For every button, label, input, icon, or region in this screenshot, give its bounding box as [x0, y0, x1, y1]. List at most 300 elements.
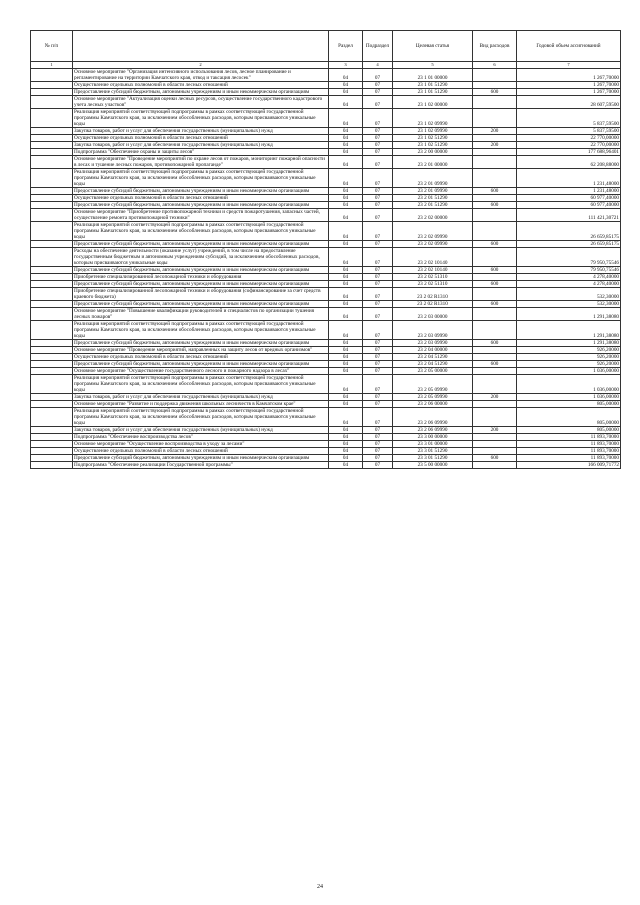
row-section: 04	[329, 441, 363, 448]
row-article: 23 2 02 51310	[393, 274, 473, 281]
row-volume: 177 688,96401	[517, 149, 621, 156]
row-subsection: 07	[363, 462, 393, 469]
row-exp-type	[473, 401, 517, 408]
row-section: 04	[329, 82, 363, 89]
row-name: Основное мероприятие "Приобретение противопожарной техники и средств пожаротушения, запасных частей, осуществление ремонта противопожарной техники"	[73, 209, 329, 222]
row-subsection: 07	[363, 248, 393, 267]
row-number	[31, 241, 73, 248]
table-row	[31, 188, 621, 195]
column-number: 1	[31, 62, 73, 69]
row-number	[31, 301, 73, 308]
header-num: № п/п	[31, 31, 73, 62]
row-number	[31, 455, 73, 462]
table-row	[31, 96, 621, 109]
row-exp-type: 600	[473, 455, 517, 462]
row-section: 04	[329, 89, 363, 96]
row-volume: 4 278,40000	[517, 281, 621, 288]
row-number	[31, 202, 73, 209]
row-article: 23 1 02 51290	[393, 142, 473, 149]
row-exp-type	[473, 69, 517, 82]
table-row	[31, 248, 621, 267]
table-row	[31, 408, 621, 427]
row-article: 23 2 05 00000	[393, 368, 473, 375]
table-row	[31, 281, 621, 288]
row-number	[31, 248, 73, 267]
row-name: Основное мероприятие "Повышение квалификации руководителей и специалистов по организации тушения лесных пожаров"	[73, 308, 329, 321]
row-section: 04	[329, 288, 363, 301]
row-section: 04	[329, 434, 363, 441]
row-number	[31, 274, 73, 281]
row-exp-type	[473, 448, 517, 455]
row-number	[31, 96, 73, 109]
row-volume: 22 770,00000	[517, 135, 621, 142]
row-volume: 5 837,59500	[517, 109, 621, 128]
row-subsection: 07	[363, 274, 393, 281]
row-exp-type	[473, 109, 517, 128]
row-section: 04	[329, 427, 363, 434]
row-article: 23 2 03 09990	[393, 321, 473, 340]
row-section: 04	[329, 448, 363, 455]
row-number	[31, 427, 73, 434]
row-exp-type	[473, 347, 517, 354]
row-volume: 805,00000	[517, 408, 621, 427]
row-number	[31, 401, 73, 408]
row-article: 23 2 05 09990	[393, 375, 473, 394]
table-row	[31, 394, 621, 401]
row-name: Предоставление субсидий бюджетным, автономным учреждениям и иным некоммерческим организациям	[73, 455, 329, 462]
row-number	[31, 209, 73, 222]
row-volume: 79 950,75546	[517, 248, 621, 267]
row-section: 04	[329, 274, 363, 281]
row-number	[31, 69, 73, 82]
row-exp-type	[473, 248, 517, 267]
row-number	[31, 394, 73, 401]
row-article: 23 2 01 51290	[393, 202, 473, 209]
row-volume: 1 036,00000	[517, 368, 621, 375]
table-body	[31, 69, 621, 469]
row-exp-type	[473, 135, 517, 142]
table-row	[31, 301, 621, 308]
row-name: Предоставление субсидий бюджетным, автономным учреждениям и иным некоммерческим организациям	[73, 361, 329, 368]
row-section: 04	[329, 394, 363, 401]
row-article: 23 2 02 R1310	[393, 301, 473, 308]
table-row	[31, 340, 621, 347]
row-subsection: 07	[363, 375, 393, 394]
table-row	[31, 82, 621, 89]
row-article: 23 2 05 09990	[393, 394, 473, 401]
row-number	[31, 128, 73, 135]
table-row	[31, 69, 621, 82]
table-row	[31, 401, 621, 408]
row-section: 04	[329, 156, 363, 169]
row-exp-type: 200	[473, 142, 517, 149]
table-row	[31, 288, 621, 301]
row-exp-type	[473, 434, 517, 441]
row-section: 04	[329, 301, 363, 308]
row-number	[31, 441, 73, 448]
table-row	[31, 274, 621, 281]
row-exp-type: 600	[473, 361, 517, 368]
row-section: 04	[329, 209, 363, 222]
row-exp-type: 600	[473, 241, 517, 248]
row-article: 23 2 04 51290	[393, 354, 473, 361]
row-article: 23 2 03 00000	[393, 308, 473, 321]
row-volume: 1 231,48000	[517, 169, 621, 188]
row-number	[31, 434, 73, 441]
row-subsection: 07	[363, 82, 393, 89]
row-article: 23 2 02 00000	[393, 209, 473, 222]
row-article: 23 1 02 09990	[393, 109, 473, 128]
row-name: Осуществление отдельных полномочий в области лесных отношений	[73, 82, 329, 89]
table-row	[31, 222, 621, 241]
row-section: 04	[329, 169, 363, 188]
row-number	[31, 82, 73, 89]
row-name: Предоставление субсидий бюджетным, автономным учреждениям и иным некоммерческим организациям	[73, 188, 329, 195]
row-subsection: 07	[363, 401, 393, 408]
header-volume: Годовой объем ассигнований	[517, 31, 621, 62]
row-article: 23 3 01 00000	[393, 441, 473, 448]
row-number	[31, 354, 73, 361]
table-row	[31, 142, 621, 149]
row-subsection: 07	[363, 288, 393, 301]
row-name: Осуществление отдельных полномочий в области лесных отношений	[73, 135, 329, 142]
row-exp-type: 200	[473, 128, 517, 135]
row-subsection: 07	[363, 149, 393, 156]
row-subsection: 07	[363, 448, 393, 455]
row-subsection: 07	[363, 308, 393, 321]
row-name: Реализация мероприятий соответствующей подпрограммы в рамках соответствующей государственной программы Камчатского края, за исключением обособленных расходов, которым присваиваются уникальные коды	[73, 222, 329, 241]
row-section: 04	[329, 361, 363, 368]
row-subsection: 07	[363, 361, 393, 368]
table-row	[31, 462, 621, 469]
row-section: 04	[329, 267, 363, 274]
row-article: 23 1 01 00000	[393, 69, 473, 82]
row-exp-type	[473, 96, 517, 109]
row-section: 04	[329, 188, 363, 195]
row-volume: 11 893,70000	[517, 441, 621, 448]
row-volume: 11 893,70000	[517, 448, 621, 455]
row-volume: 926,20000	[517, 361, 621, 368]
row-volume: 111 421,30721	[517, 209, 621, 222]
row-exp-type	[473, 308, 517, 321]
row-volume: 22 770,00000	[517, 142, 621, 149]
row-subsection: 07	[363, 321, 393, 340]
row-article: 23 3 00 00000	[393, 434, 473, 441]
row-subsection: 07	[363, 142, 393, 149]
row-section: 04	[329, 375, 363, 394]
row-article: 23 2 04 00000	[393, 347, 473, 354]
row-exp-type	[473, 321, 517, 340]
row-name: Закупка товаров, работ и услуг для обеспечения государственных (муниципальных) нужд	[73, 128, 329, 135]
row-section: 04	[329, 202, 363, 209]
column-number: 5	[393, 62, 473, 69]
row-number	[31, 222, 73, 241]
row-article: 23 2 02 10140	[393, 267, 473, 274]
row-name: Подпрограмма "Обеспечение воспроизводства лесов"	[73, 434, 329, 441]
row-name: Осуществление отдельных полномочий в области лесных отношений	[73, 354, 329, 361]
row-number	[31, 188, 73, 195]
row-number	[31, 462, 73, 469]
row-name: Предоставление субсидий бюджетным, автономным учреждениям и иным некоммерческим организациям	[73, 267, 329, 274]
table-row	[31, 135, 621, 142]
row-exp-type	[473, 368, 517, 375]
row-section: 04	[329, 462, 363, 469]
row-section: 04	[329, 241, 363, 248]
row-name: Основное мероприятие "Актуализация оценки лесных ресурсов, осуществление государственного кадастрового учета лесных участков"	[73, 96, 329, 109]
row-exp-type	[473, 82, 517, 89]
row-name: Реализация мероприятий соответствующей подпрограммы в рамках соответствующей государственной программы Камчатского края, за исключением обособленных расходов, которым присваиваются уникальные коды	[73, 408, 329, 427]
row-article: 23 5 00 00000	[393, 462, 473, 469]
table-row	[31, 169, 621, 188]
row-number	[31, 281, 73, 288]
row-subsection: 07	[363, 109, 393, 128]
table-row	[31, 149, 621, 156]
header-article: Целевая статья	[393, 31, 473, 62]
row-name: Предоставление субсидий бюджетным, автономным учреждениям и иным некоммерческим организациям	[73, 89, 329, 96]
row-subsection: 07	[363, 128, 393, 135]
row-name: Предоставление субсидий бюджетным, автономным учреждениям и иным некоммерческим организациям	[73, 241, 329, 248]
row-subsection: 07	[363, 169, 393, 188]
row-volume: 79 950,75546	[517, 267, 621, 274]
row-subsection: 07	[363, 394, 393, 401]
table-row	[31, 308, 621, 321]
budget-table	[30, 30, 621, 469]
row-name: Предоставление субсидий бюджетным, автономным учреждениям и иным некоммерческим организациям	[73, 202, 329, 209]
header-exp-type: Вид расходов	[473, 31, 517, 62]
row-subsection: 07	[363, 202, 393, 209]
row-article: 23 1 01 51290	[393, 82, 473, 89]
row-subsection: 07	[363, 368, 393, 375]
row-exp-type	[473, 149, 517, 156]
row-exp-type: 600	[473, 281, 517, 288]
row-name: Реализация мероприятий соответствующей подпрограммы в рамках соответствующей государственной программы Камчатского края, за исключением обособленных расходов, которым присваиваются уникальные коды	[73, 375, 329, 394]
row-exp-type	[473, 354, 517, 361]
row-article: 23 3 01 51290	[393, 455, 473, 462]
row-subsection: 07	[363, 222, 393, 241]
row-exp-type: 600	[473, 188, 517, 195]
header-name	[73, 31, 329, 62]
row-number	[31, 195, 73, 202]
row-volume: 1 231,48000	[517, 188, 621, 195]
row-section: 04	[329, 96, 363, 109]
table-row	[31, 441, 621, 448]
row-subsection: 07	[363, 156, 393, 169]
row-volume: 28 607,59500	[517, 96, 621, 109]
row-subsection: 07	[363, 188, 393, 195]
row-exp-type: 600	[473, 267, 517, 274]
row-exp-type	[473, 441, 517, 448]
row-section: 04	[329, 109, 363, 128]
row-name: Основное мероприятие "Осуществление государственного лесного и пожарного надзора в лесах"	[73, 368, 329, 375]
row-volume: 926,20000	[517, 347, 621, 354]
row-name: Реализация мероприятий соответствующей подпрограммы в рамках соответствующей государственной программы Камчатского края, за исключением обособленных расходов, которым присваиваются уникальные коды	[73, 321, 329, 340]
row-name: Осуществление отдельных полномочий в области лесных отношений	[73, 195, 329, 202]
table-row	[31, 455, 621, 462]
row-name: Реализация мероприятий соответствующей подпрограммы в рамках соответствующей государственной программы Камчатского края, за исключением обособленных расходов, которым присваиваются уникальные коды	[73, 169, 329, 188]
row-exp-type: 200	[473, 427, 517, 434]
row-subsection: 07	[363, 347, 393, 354]
row-number	[31, 156, 73, 169]
row-section: 04	[329, 347, 363, 354]
row-number	[31, 109, 73, 128]
row-subsection: 07	[363, 89, 393, 96]
row-section: 04	[329, 354, 363, 361]
table-row	[31, 434, 621, 441]
row-section: 04	[329, 128, 363, 135]
row-section: 04	[329, 195, 363, 202]
table-row	[31, 241, 621, 248]
row-section: 04	[329, 455, 363, 462]
row-volume: 60 977,40000	[517, 195, 621, 202]
row-name: Подпрограмма "Обеспечение охраны и защиты лесов"	[73, 149, 329, 156]
row-name: Осуществление отдельных полномочий в области лесных отношений	[73, 448, 329, 455]
row-section: 04	[329, 368, 363, 375]
row-number	[31, 267, 73, 274]
row-name: Основное мероприятие "Проведение мероприятий, направленных на защиту лесов от вредных организмов"	[73, 347, 329, 354]
table-row	[31, 368, 621, 375]
row-section: 04	[329, 69, 363, 82]
row-volume: 805,00000	[517, 427, 621, 434]
row-volume: 60 977,40000	[517, 202, 621, 209]
row-exp-type	[473, 375, 517, 394]
row-article: 23 1 02 51290	[393, 135, 473, 142]
row-name: Закупка товаров, работ и услуг для обеспечения государственных (муниципальных) нужд	[73, 142, 329, 149]
row-number	[31, 135, 73, 142]
row-volume: 4 278,40000	[517, 274, 621, 281]
table-row	[31, 267, 621, 274]
row-subsection: 07	[363, 135, 393, 142]
row-article: 23 3 01 51290	[393, 448, 473, 455]
column-number: 4	[363, 62, 393, 69]
document-page	[30, 30, 620, 469]
row-exp-type	[473, 274, 517, 281]
row-volume: 532,30000	[517, 301, 621, 308]
row-number	[31, 142, 73, 149]
row-name: Закупка товаров, работ и услуг для обеспечения государственных (муниципальных) нужд	[73, 427, 329, 434]
row-article: 23 1 01 51290	[393, 89, 473, 96]
row-article: 23 1 02 09990	[393, 128, 473, 135]
row-article: 23 2 06 00000	[393, 401, 473, 408]
row-subsection: 07	[363, 427, 393, 434]
row-exp-type: 200	[473, 394, 517, 401]
row-name: Приобретение специализированной лесопожарной техники и оборудования (софинансирование за счет средств краевого бюджета)	[73, 288, 329, 301]
row-subsection: 07	[363, 281, 393, 288]
row-article: 23 2 06 09990	[393, 408, 473, 427]
row-number	[31, 169, 73, 188]
table-row	[31, 375, 621, 394]
row-section: 04	[329, 149, 363, 156]
row-number	[31, 308, 73, 321]
row-volume: 1 291,38080	[517, 321, 621, 340]
table-row	[31, 202, 621, 209]
row-subsection: 07	[363, 69, 393, 82]
column-number: 6	[473, 62, 517, 69]
row-article: 23 2 04 51290	[393, 361, 473, 368]
row-name: Подпрограмма "Обеспечение реализации Государственной программы"	[73, 462, 329, 469]
row-volume: 926,20000	[517, 354, 621, 361]
row-article: 23 2 02 09990	[393, 222, 473, 241]
row-article: 23 2 02 51310	[393, 281, 473, 288]
row-section: 04	[329, 340, 363, 347]
row-exp-type	[473, 222, 517, 241]
row-exp-type: 600	[473, 340, 517, 347]
table-row	[31, 128, 621, 135]
row-exp-type	[473, 156, 517, 169]
row-name: Приобретение специализированной лесопожарной техники и оборудования	[73, 274, 329, 281]
row-article: 23 2 02 10140	[393, 248, 473, 267]
column-number-row	[31, 62, 621, 69]
row-subsection: 07	[363, 455, 393, 462]
row-section: 04	[329, 408, 363, 427]
table-row	[31, 109, 621, 128]
row-number	[31, 288, 73, 301]
row-number	[31, 340, 73, 347]
table-row	[31, 347, 621, 354]
row-subsection: 07	[363, 441, 393, 448]
row-exp-type: 600	[473, 89, 517, 96]
header-section: Раздел	[329, 31, 363, 62]
row-volume: 62 208,88000	[517, 156, 621, 169]
row-exp-type	[473, 195, 517, 202]
row-name: Основное мероприятие "Организация интенсивного использования лесов, лесное планирование и регламентирование на территории Камчатского края, отвод и таксация лесосек"	[73, 69, 329, 82]
row-name: Основное мероприятие "Проведение мероприятий по охране лесов от пожаров, мониторинг пожарной опасности в лесах и тушение лесных пожаров, противопожарной пропаганде"	[73, 156, 329, 169]
row-section: 04	[329, 135, 363, 142]
row-article: 23 2 01 51290	[393, 195, 473, 202]
row-section: 04	[329, 401, 363, 408]
row-section: 04	[329, 281, 363, 288]
row-name: Предоставление субсидий бюджетным, автономным учреждениям и иным некоммерческим организациям	[73, 340, 329, 347]
row-article: 23 2 01 00000	[393, 156, 473, 169]
row-article: 23 2 06 09990	[393, 427, 473, 434]
row-exp-type	[473, 288, 517, 301]
row-section: 04	[329, 142, 363, 149]
row-volume: 1 291,38080	[517, 308, 621, 321]
row-article: 23 1 02 00000	[393, 96, 473, 109]
header-row	[31, 31, 621, 62]
row-volume: 1 291,38080	[517, 340, 621, 347]
row-article: 23 2 01 09990	[393, 169, 473, 188]
row-number	[31, 321, 73, 340]
table-row	[31, 156, 621, 169]
row-number	[31, 408, 73, 427]
row-volume: 1 267,70000	[517, 82, 621, 89]
row-subsection: 07	[363, 354, 393, 361]
row-volume: 26 659,85175	[517, 222, 621, 241]
row-volume: 1 267,70000	[517, 89, 621, 96]
row-subsection: 07	[363, 340, 393, 347]
header-subsection: Подраздел	[363, 31, 393, 62]
row-exp-type	[473, 169, 517, 188]
row-name: Закупка товаров, работ и услуг для обеспечения государственных (муниципальных) нужд	[73, 394, 329, 401]
table-row	[31, 448, 621, 455]
row-volume: 11 893,70000	[517, 455, 621, 462]
row-number	[31, 89, 73, 96]
row-volume: 805,00000	[517, 401, 621, 408]
row-subsection: 07	[363, 209, 393, 222]
table-row	[31, 427, 621, 434]
row-article: 23 2 02 R1310	[393, 288, 473, 301]
row-subsection: 07	[363, 96, 393, 109]
column-number: 2	[73, 62, 329, 69]
row-subsection: 07	[363, 301, 393, 308]
row-number	[31, 368, 73, 375]
table-row	[31, 361, 621, 368]
row-volume: 1 267,70000	[517, 69, 621, 82]
row-exp-type: 600	[473, 301, 517, 308]
row-section: 04	[329, 222, 363, 241]
row-subsection: 07	[363, 195, 393, 202]
table-row	[31, 89, 621, 96]
